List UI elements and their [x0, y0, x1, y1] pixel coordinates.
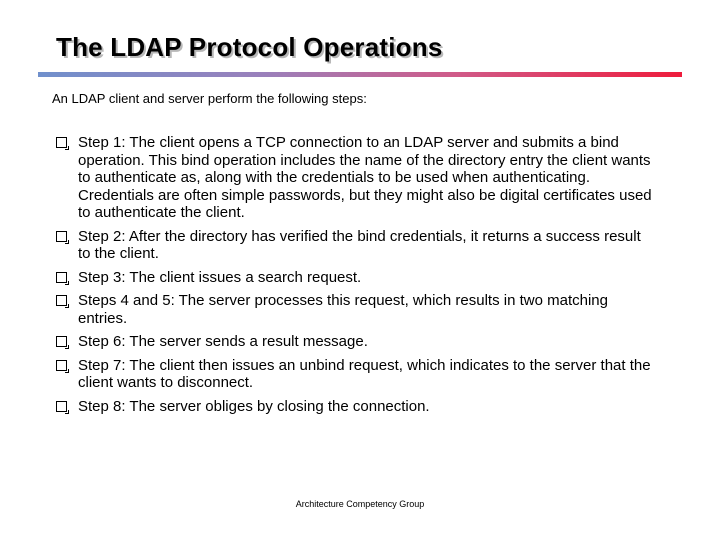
- hollow-square-bullet-icon: [56, 295, 67, 306]
- step-text: Step 8: The server obliges by closing the connection.: [78, 397, 430, 415]
- hollow-square-bullet-icon: [56, 401, 67, 412]
- step-text: Step 2: After the directory has verified the bind credentials, it returns a success result to the client.: [78, 227, 641, 262]
- steps-list: [56, 134, 656, 421]
- step-item-5: [56, 333, 656, 351]
- step-text: Steps 4 and 5: The server processes this request, which results in two matching entries.: [78, 292, 608, 327]
- hollow-square-bullet-icon: [56, 272, 67, 283]
- step-text: Step 3: The client issues a search request.: [78, 268, 362, 286]
- hollow-square-bullet-icon: [56, 231, 67, 242]
- hollow-square-bullet-icon: [56, 137, 67, 148]
- step-item-2: [56, 228, 656, 263]
- step-text: Step 7: The client then issues an unbind request, which indicates to the server that the client wants to disconnect.: [78, 356, 651, 391]
- title-underline-rule: [38, 72, 682, 77]
- intro-text: An LDAP client and server perform the following steps:: [52, 91, 367, 106]
- slide-title: The LDAP Protocol Operations: [56, 32, 443, 62]
- step-item-4: [56, 292, 656, 327]
- step-text: Step 1: The client opens a TCP connection to an LDAP server and submits a bind operation. This bind operation includes the name of the directory entry the client wants to authenticate as, along with the credentials to be used when authenticating. Credentials are often simple passwords, but they might also be digital certificates used to authenticate the client.: [78, 134, 652, 221]
- step-item-1: [56, 134, 656, 222]
- hollow-square-bullet-icon: [56, 336, 67, 347]
- step-text: Step 6: The server sends a result message.: [78, 333, 368, 350]
- hollow-square-bullet-icon: [56, 360, 67, 371]
- footer-text: Architecture Competency Group: [295, 499, 425, 509]
- step-item-3: [56, 269, 656, 287]
- step-item-7: [56, 398, 656, 416]
- step-item-6: [56, 357, 656, 392]
